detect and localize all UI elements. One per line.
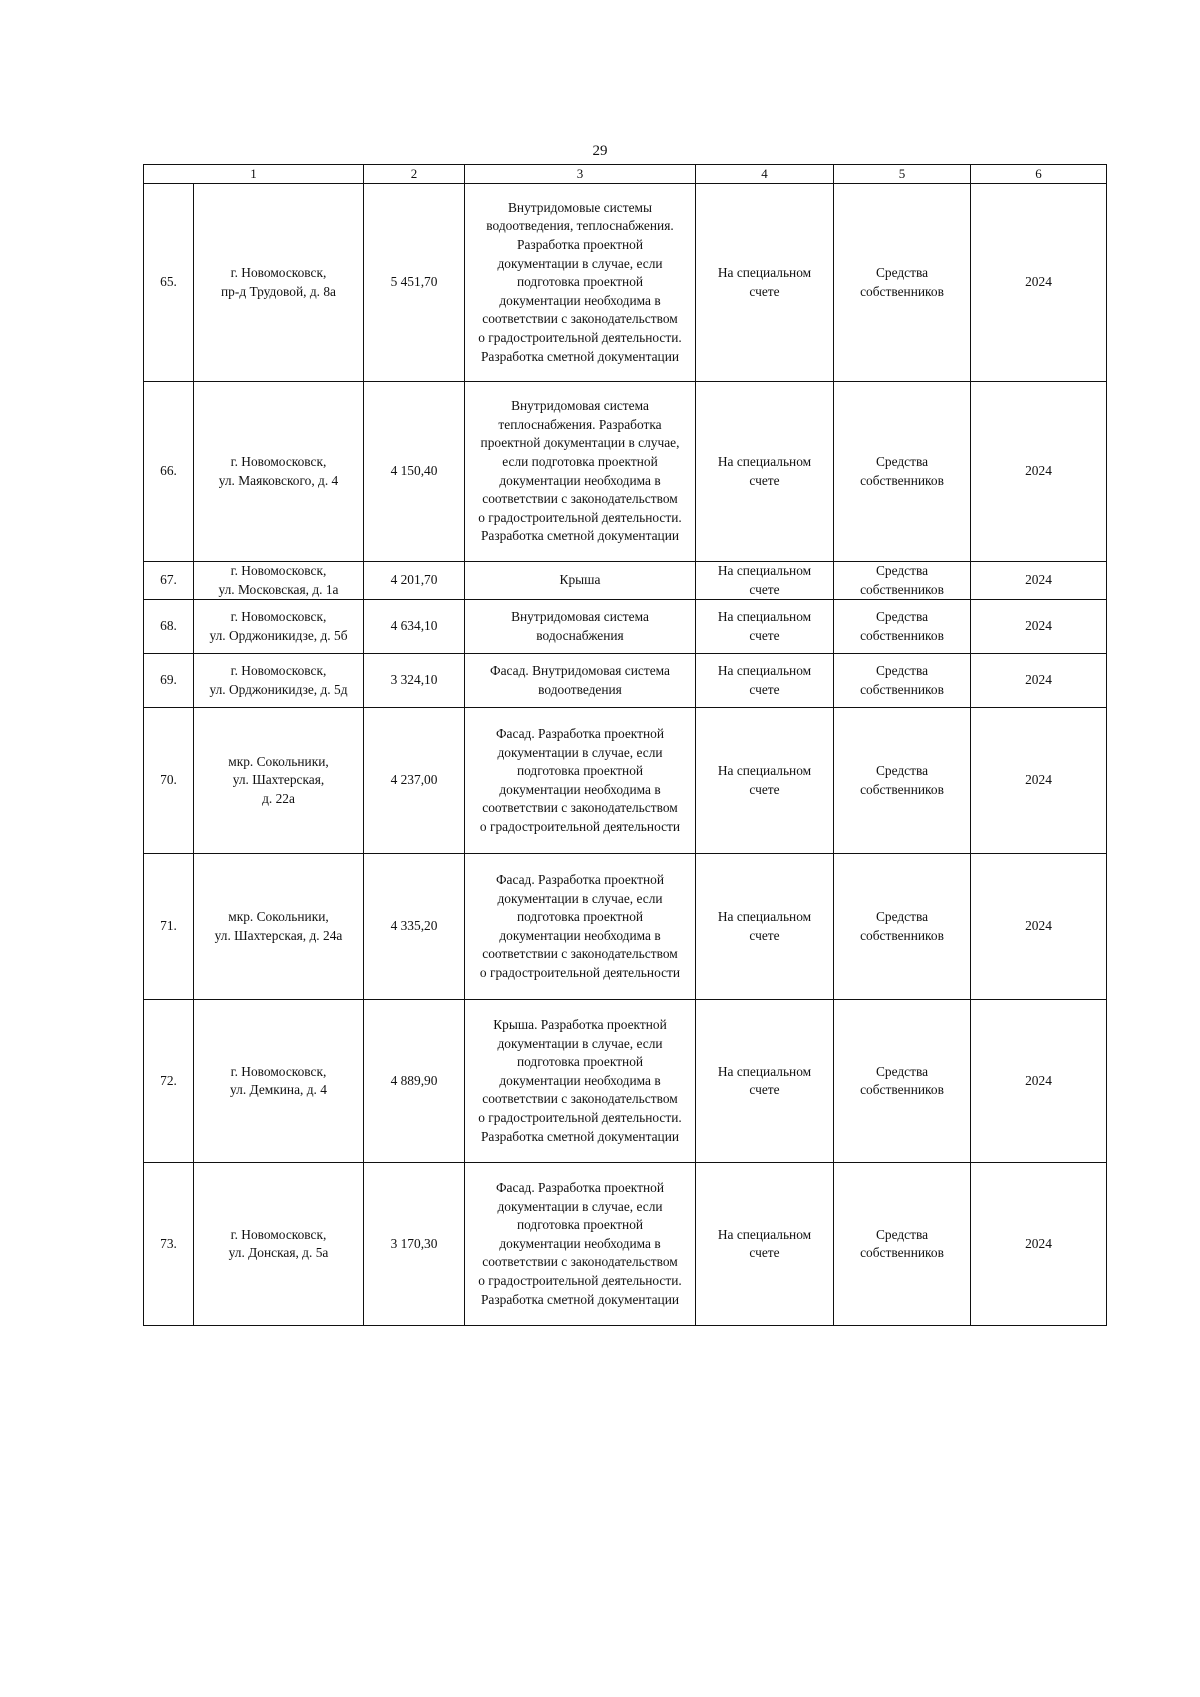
column-header-6: 6: [971, 165, 1107, 184]
row-funding-source: Средства собственников: [834, 600, 971, 654]
column-header-5: 5: [834, 165, 971, 184]
row-works-description: Крыша: [465, 562, 696, 600]
row-works-description: Фасад. Разработка проектной документации в случае, если подготовка проектной документации необходима в соответствии с законодательством о градостроительной деятельности. Разработка сметной документации: [465, 1163, 696, 1326]
column-header-1: 1: [144, 165, 364, 184]
row-fund-method: На специальном счете: [696, 600, 834, 654]
row-fund-method: На специальном счете: [696, 1000, 834, 1163]
row-year: 2024: [971, 382, 1107, 562]
row-area: 5 451,70: [364, 184, 465, 382]
column-number-row: [144, 165, 1107, 184]
row-funding-source: Средства собственников: [834, 1000, 971, 1163]
row-fund-method: На специальном счете: [696, 854, 834, 1000]
table-row: [144, 854, 1107, 1000]
column-header-4: 4: [696, 165, 834, 184]
row-funding-source: Средства собственников: [834, 184, 971, 382]
row-number: 71.: [144, 854, 194, 1000]
row-funding-source: Средства собственников: [834, 654, 971, 708]
capital-repair-table: [143, 164, 1107, 1326]
row-number: 70.: [144, 708, 194, 854]
row-works-description: Внутридомовая система водоснабжения: [465, 600, 696, 654]
row-area: 3 324,10: [364, 654, 465, 708]
table-row: [144, 708, 1107, 854]
row-fund-method: На специальном счете: [696, 184, 834, 382]
row-year: 2024: [971, 562, 1107, 600]
table-row: [144, 184, 1107, 382]
row-works-description: Внутридомовые системы водоотведения, теплоснабжения. Разработка проектной документации в случае, если подготовка проектной документации необходима в соответствии с законодательством о градостроительной деятельности. Разработка сметной документации: [465, 184, 696, 382]
row-funding-source: Средства собственников: [834, 562, 971, 600]
row-year: 2024: [971, 184, 1107, 382]
table-row: [144, 654, 1107, 708]
row-address: мкр. Сокольники, ул. Шахтерская, д. 24а: [194, 854, 364, 1000]
row-number: 68.: [144, 600, 194, 654]
row-area: 4 335,20: [364, 854, 465, 1000]
table-row: [144, 600, 1107, 654]
table-row: [144, 1000, 1107, 1163]
row-area: 4 237,00: [364, 708, 465, 854]
table-row: [144, 562, 1107, 600]
row-number: 69.: [144, 654, 194, 708]
row-works-description: Фасад. Разработка проектной документации в случае, если подготовка проектной документации необходима в соответствии с законодательством о градостроительной деятельности: [465, 854, 696, 1000]
row-address: г. Новомосковск, ул. Донская, д. 5а: [194, 1163, 364, 1326]
row-number: 66.: [144, 382, 194, 562]
row-area: 4 634,10: [364, 600, 465, 654]
row-year: 2024: [971, 708, 1107, 854]
row-year: 2024: [971, 600, 1107, 654]
row-funding-source: Средства собственников: [834, 1163, 971, 1326]
row-year: 2024: [971, 1163, 1107, 1326]
row-works-description: Фасад. Внутридомовая система водоотведения: [465, 654, 696, 708]
row-funding-source: Средства собственников: [834, 382, 971, 562]
row-works-description: Фасад. Разработка проектной документации в случае, если подготовка проектной документации необходима в соответствии с законодательством о градостроительной деятельности: [465, 708, 696, 854]
row-address: мкр. Сокольники, ул. Шахтерская, д. 22а: [194, 708, 364, 854]
row-address: г. Новомосковск, ул. Московская, д. 1а: [194, 562, 364, 600]
row-works-description: Крыша. Разработка проектной документации в случае, если подготовка проектной документации необходима в соответствии с законодательством о градостроительной деятельности. Разработка сметной документации: [465, 1000, 696, 1163]
table-row: [144, 1163, 1107, 1326]
row-funding-source: Средства собственников: [834, 854, 971, 1000]
row-area: 4 150,40: [364, 382, 465, 562]
column-header-3: 3: [465, 165, 696, 184]
row-address: г. Новомосковск, пр-д Трудовой, д. 8а: [194, 184, 364, 382]
row-address: г. Новомосковск, ул. Орджоникидзе, д. 5д: [194, 654, 364, 708]
row-area: 4 889,90: [364, 1000, 465, 1163]
row-year: 2024: [971, 654, 1107, 708]
row-works-description: Внутридомовая система теплоснабжения. Разработка проектной документации в случае, если подготовка проектной документации необходима в соответствии с законодательством о градостроительной деятельности. Разработка сметной документации: [465, 382, 696, 562]
row-number: 72.: [144, 1000, 194, 1163]
column-header-2: 2: [364, 165, 465, 184]
row-fund-method: На специальном счете: [696, 562, 834, 600]
row-year: 2024: [971, 1000, 1107, 1163]
row-area: 4 201,70: [364, 562, 465, 600]
table-row: [144, 382, 1107, 562]
row-year: 2024: [971, 854, 1107, 1000]
row-fund-method: На специальном счете: [696, 382, 834, 562]
row-number: 67.: [144, 562, 194, 600]
row-area: 3 170,30: [364, 1163, 465, 1326]
row-number: 73.: [144, 1163, 194, 1326]
row-address: г. Новомосковск, ул. Маяковского, д. 4: [194, 382, 364, 562]
row-number: 65.: [144, 184, 194, 382]
row-funding-source: Средства собственников: [834, 708, 971, 854]
row-address: г. Новомосковск, ул. Орджоникидзе, д. 5б: [194, 600, 364, 654]
row-fund-method: На специальном счете: [696, 1163, 834, 1326]
row-fund-method: На специальном счете: [696, 708, 834, 854]
row-address: г. Новомосковск, ул. Демкина, д. 4: [194, 1000, 364, 1163]
row-fund-method: На специальном счете: [696, 654, 834, 708]
page-number: 29: [592, 143, 608, 159]
